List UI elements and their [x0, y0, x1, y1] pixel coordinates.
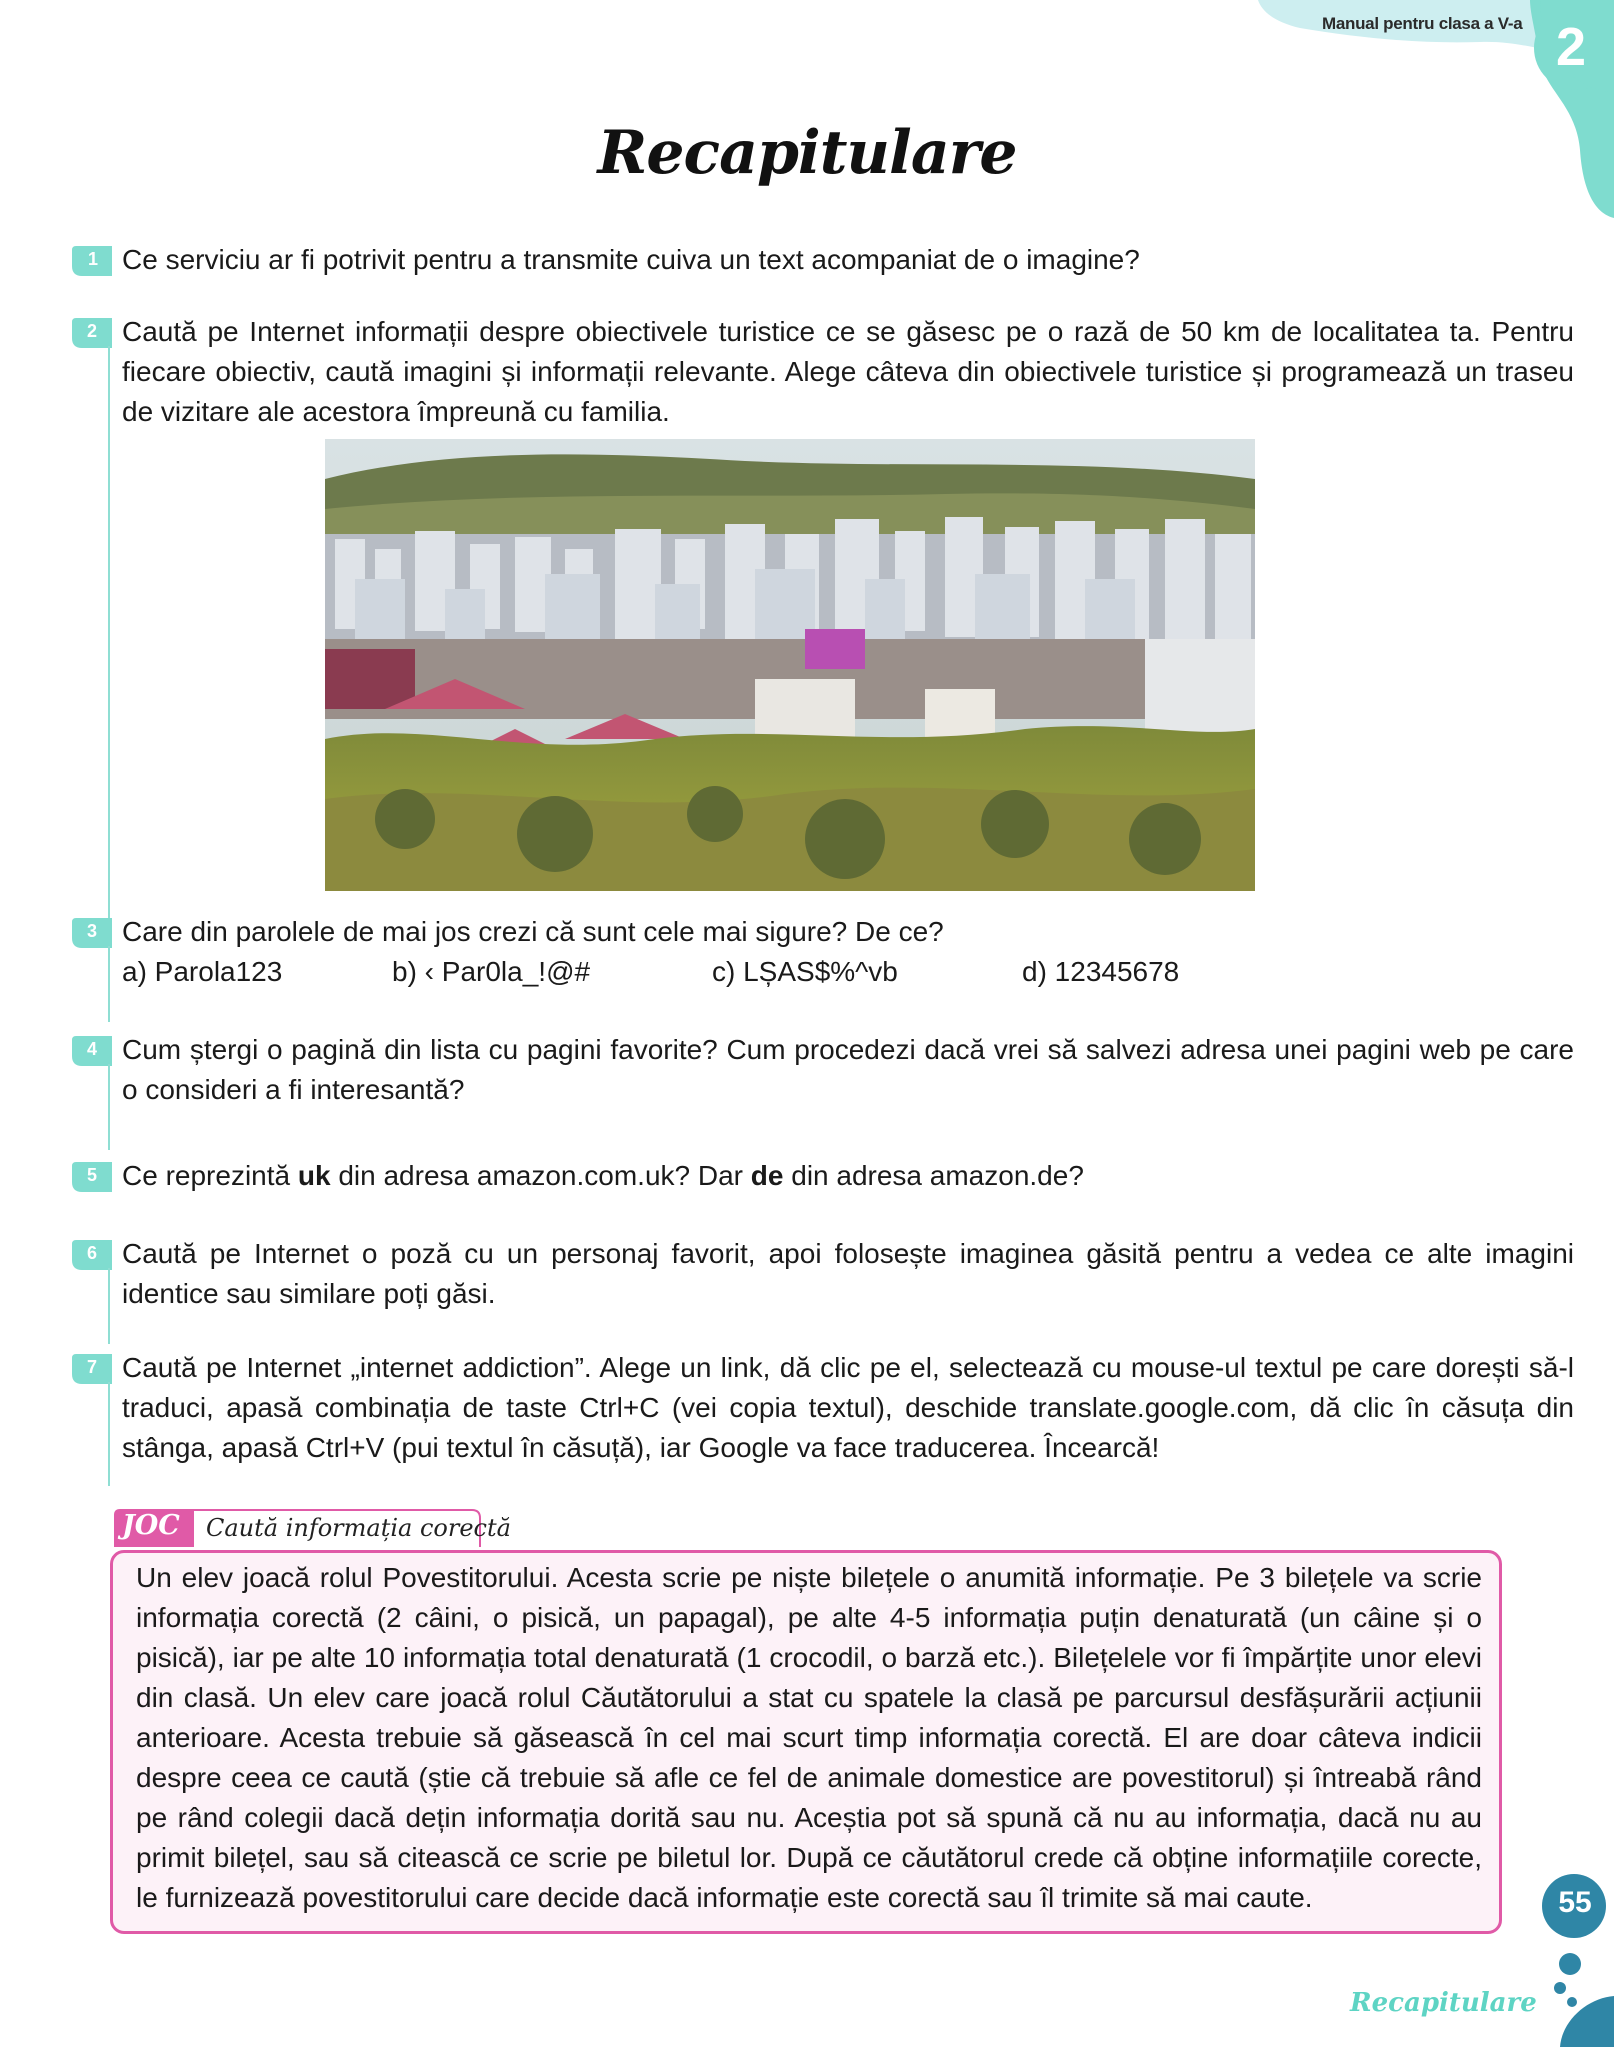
city-landscape-photo	[325, 439, 1255, 891]
option-a: a) Parola123	[122, 956, 283, 987]
question-number: 1	[88, 249, 99, 269]
question-badge-4	[72, 1036, 112, 1066]
question-text	[122, 1156, 1574, 1196]
question-text: Caută pe Internet o poză cu un personaj favorit, apoi folosește imaginea găsită pentru a vedea ce alte imagini identice sau similare poți găsi.	[122, 1238, 1574, 1309]
question-text: Ce serviciu ar fi potrivit pentru a transmite cuiva un text acompaniat de o imagine?	[122, 244, 1140, 275]
question-badge-5	[72, 1162, 112, 1192]
question-number: 5	[87, 1165, 98, 1185]
option-b: b) ‹ Par0la_!@#	[392, 956, 591, 987]
question-divider	[108, 946, 110, 1022]
joc-text: Un elev joacă rolul Povestitorului. Acesta scrie pe niște bilețele o anumită informație. Pe 3 bilețele va scrie informația corectă (2 câini, o pisică, un papagal), pe alte 4-5 informația puțin denaturată (un câine și o pisică), iar pe alte 10 informația total denaturată (1 crocodil, o barză etc.). Bilețelele vor fi împărțite unor elevi din clasă. Un elev care joacă rolul Căutătorului a stat cu spatele la clasă pe parcursul desfășurării acțiunii anterioare. Acesta trebuie să găsească în cel mai scurt timp informația corectă. El are doar câteva indicii despre ceea ce caută (știe că trebuie să afle ce fel de animale domestice are povestitorul) și întreabă rând pe rând colegii dacă dețin informația dorită sau nu. Aceștia pot să spună că nu au informația, dacă nu au primit bilețel, sau să citească ce scrie pe biletul lor. După ce căutătorul crede că obține informațiile corecte, le furnizează povestitorului care decide dacă informație este corectă sau îl trimite să mai caute.	[136, 1562, 1482, 1913]
page-number: 55	[1558, 1886, 1592, 1919]
keyword-uk: uk	[297, 1160, 331, 1191]
question-divider	[108, 1382, 110, 1486]
book-title: Manual pentru clasa a V-a	[1322, 14, 1523, 33]
keyword-de: de	[750, 1160, 784, 1191]
question-badge-6	[72, 1240, 112, 1270]
page-title: Recapitulare	[597, 118, 1017, 188]
question-number: 2	[87, 321, 98, 341]
question-number: 7	[87, 1357, 98, 1377]
footer-section-title: Recapitulare	[1350, 1988, 1537, 2018]
joc-title: Caută informația corectă	[206, 1514, 511, 1542]
option-c: c) LȘAS$%^vb	[712, 956, 898, 987]
text-part: Ce reprezintă	[122, 1160, 298, 1191]
question-badge-2	[72, 318, 112, 348]
question-number: 4	[87, 1039, 98, 1059]
question-divider	[108, 1064, 110, 1150]
question-number: 6	[87, 1243, 98, 1263]
question-text: Caută pe Internet „internet addiction”. Alege un link, dă clic pe el, selectează cu mouse-ul textul pe care dorești să-l traduci, apasă combinația de taste Ctrl+C (vei copia textul), deschide translate.google.com, dă clic în căsuța din stânga, apasă Ctrl+V (pui textul în căsuță), iar Google va face traducerea. Încearcă!	[122, 1352, 1574, 1463]
question-badge-3	[72, 918, 112, 948]
question-text: Care din parolele de mai jos crezi că sunt cele mai sigure? De ce?	[122, 916, 944, 947]
question-badge-1	[72, 246, 112, 276]
text-part: din adresa amazon.de?	[783, 1160, 1084, 1191]
chapter-number: 2	[1556, 17, 1587, 77]
question-badge-7	[72, 1354, 112, 1384]
question-text: Cum ștergi o pagină din lista cu pagini favorite? Cum procedezi dacă vrei să salvezi adresa unei pagini web pe care o consideri a fi interesantă?	[122, 1034, 1574, 1105]
option-d: d) 12345678	[1022, 956, 1180, 987]
joc-tag: JOC	[122, 1510, 180, 1541]
question-divider	[108, 346, 110, 918]
text-part: din adresa amazon.com.uk? Dar	[330, 1160, 751, 1191]
question-divider	[108, 1268, 110, 1344]
question-text: Caută pe Internet informații despre obiectivele turistice ce se găsesc pe o rază de 50 km de localitatea ta. Pentru fiecare obiectiv, caută imagini și informații relevante. Alege câteva din obiectivele turistice și programează un traseu de vizitare ale acestora împreună cu familia.	[122, 316, 1574, 427]
question-number: 3	[87, 921, 98, 941]
